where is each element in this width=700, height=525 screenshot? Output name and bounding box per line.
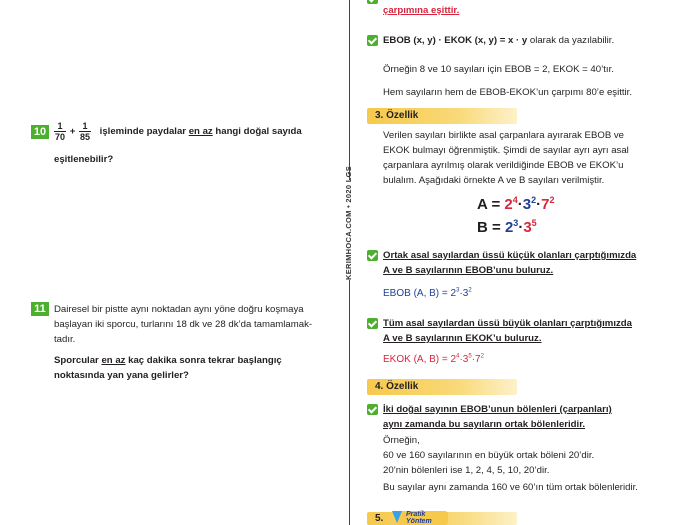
question-10-text: $\frac{1}{70}$ + $\frac{1}{85}$ işleminde paydalar en az hangi doğal sayıda: [55, 121, 302, 142]
rule-3-line-1: İki doğal sayının EBOB’unun bölenleri (çarpanları): [383, 404, 612, 415]
rule-1-line-2: A ve B sayılarının EBOB’unu buluruz.: [383, 265, 554, 276]
question-11-badge: 11: [31, 302, 49, 316]
lightning-icon: [392, 511, 402, 523]
check-icon: [367, 404, 378, 415]
check-icon: [367, 0, 378, 4]
section-3-text-1: Verilen sayıları birlikte asal çarpanlara ayırarak EBOB ve: [383, 130, 625, 141]
example-text-2: 20’nin bölenleri ise 1, 2, 4, 5, 10, 20’dir.: [383, 465, 550, 476]
question-11-question: Sporcular en az kaç dakika sonra tekrar başlangıç: [54, 355, 282, 366]
section-3-header: 3. Özellik: [367, 108, 517, 124]
question-10-line2: eşitlenebilir?: [54, 154, 114, 165]
pratik-yontem-badge: Pratik Yöntem: [396, 511, 448, 525]
section-4-header: 4. Özellik: [367, 379, 517, 395]
example-text-1: 60 ve 160 sayılarının en büyük ortak böleni 20’dir.: [383, 450, 595, 461]
question-11-question-line2: noktasında yan yana gelirler?: [54, 370, 189, 381]
rule-1-line-1: Ortak asal sayılardan üssü küçük olanları çarptığımızda: [383, 250, 637, 261]
example-line-2: Hem sayıların hem de EBOB-EKOK’un çarpımı 80’e eşittir.: [383, 87, 633, 98]
check-icon: [367, 35, 378, 46]
ebob-ekok-formula: EBOB (x, y) · EKOK (x, y) = x · y olarak da yazılabilir.: [383, 35, 615, 46]
question-11-line1: Dairesel bir pistte aynı noktadan aynı yöne doğru koşmaya: [54, 304, 304, 315]
rule-3-line-2: aynı zamanda bu sayıların ortak bölenleridir.: [383, 419, 586, 430]
example-intro: Örneğin,: [383, 435, 420, 446]
example-text-3: Bu sayılar aynı zamanda 160 ve 60’ın tüm ortak bölenleridir.: [383, 482, 638, 493]
fraction-2: $\frac{1}{85}$: [79, 121, 90, 142]
check-icon: [367, 250, 378, 261]
section-5-header: 5.: [367, 512, 517, 525]
top-red-text: çarpımına eşittir.: [383, 5, 460, 16]
ekok-result: EKOK (A, $B) = 2^4\cdot 3^5\cdot 7^2$: [383, 353, 484, 365]
question-11-line2: başlayan iki sporcu, turlarını 18 dk ve 28 dk’da tamamlamak-: [54, 319, 313, 330]
section-3-text-3: çarpanlara ayrılmış olarak verildiğinde EBOB ve EKOK’u: [383, 160, 624, 171]
section-3-text-4: bulalım. Aşağıdaki örnekte A ve B sayıları verilmiştir.: [383, 175, 605, 186]
example-line-1: Örneğin 8 ve 10 sayıları için EBOB = 2, EKOK = 40’tır.: [383, 64, 614, 75]
ebob-result: EBOB (A, $B) = 2^3\cdot 3^2$: [383, 287, 472, 299]
equation-b: $B = 2^3\cdot 3^5$: [477, 218, 537, 236]
rule-2-line-1: Tüm asal sayılardan üssü büyük olanları çarptığımızda: [383, 318, 632, 329]
vertical-brand-text: KERIMHOCA.COM • 2020 LGS: [344, 180, 356, 280]
section-3-text-2: EKOK bulmayı öğrenmiştik. Şimdi de sayılar ayrı ayrı asal: [383, 145, 629, 156]
fraction-1: $\frac{1}{70}$: [55, 121, 66, 142]
rule-2-line-2: A ve B sayılarının EKOK’u buluruz.: [383, 333, 542, 344]
check-icon: [367, 318, 378, 329]
question-10-badge: 10: [31, 125, 49, 139]
equation-a: $A = 2^4\cdot 3^2\cdot 7^2$: [477, 195, 555, 213]
question-11-line3: tadır.: [54, 334, 76, 345]
